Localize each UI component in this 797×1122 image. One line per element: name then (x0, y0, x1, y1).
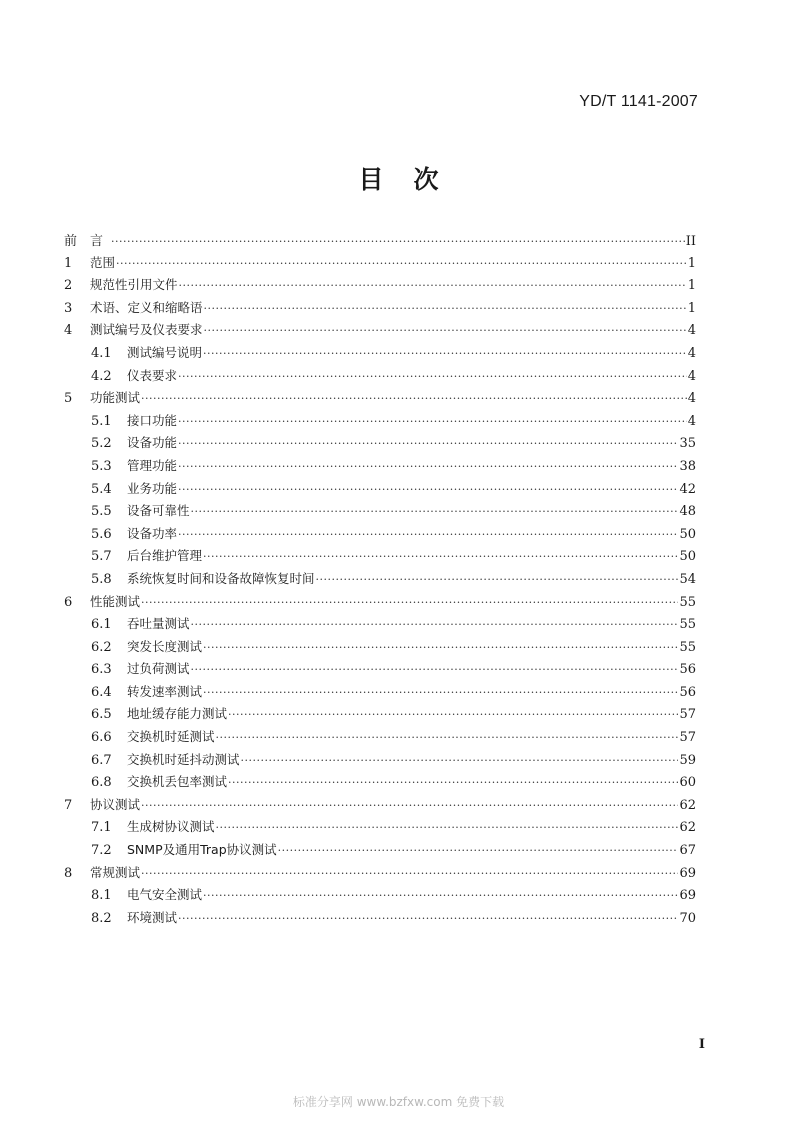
toc-entry-number: 8.1 (91, 888, 112, 904)
toc-dot-leader (111, 235, 685, 248)
toc-entry-number: 6.3 (91, 662, 112, 678)
toc-entry-number: 5.3 (91, 458, 112, 474)
toc-entry[interactable] (64, 388, 696, 411)
toc-entry[interactable] (64, 479, 696, 502)
toc-entry-page: 1 (687, 278, 696, 294)
toc-dot-leader (316, 573, 679, 586)
toc-entry-number: 4 (64, 323, 73, 339)
toc-entry[interactable] (64, 659, 696, 682)
toc-entry-label: 仪表要求 (127, 367, 178, 383)
toc-entry-label: 设备功能 (127, 435, 178, 451)
toc-entry-page: 55 (679, 594, 696, 610)
toc-entry[interactable] (64, 704, 696, 727)
toc-entry-page: 70 (679, 910, 696, 926)
toc-entry-number: 5.5 (91, 504, 112, 520)
toc-dot-leader (191, 618, 679, 631)
toc-entry[interactable] (64, 366, 696, 389)
toc-entry[interactable] (64, 817, 696, 840)
toc-entry-number: 6 (64, 594, 73, 610)
toc-entry-page: 55 (679, 639, 696, 655)
toc-dot-leader (178, 415, 687, 428)
toc-entry-number: 前 言 (64, 234, 104, 249)
toc-dot-leader (228, 776, 678, 789)
toc-entry[interactable] (64, 908, 696, 931)
toc-entry-page: 1 (687, 300, 696, 316)
page-title: 目次 (358, 165, 469, 194)
toc-dot-leader (178, 912, 678, 925)
toc-entry-number: 6.5 (91, 707, 112, 723)
toc-dot-leader (141, 392, 687, 405)
toc-entry[interactable] (64, 275, 696, 298)
toc-entry[interactable] (64, 772, 696, 795)
toc-entry-page: 62 (679, 797, 696, 813)
toc-entry-number: 6.1 (91, 617, 112, 633)
toc-dot-leader (178, 437, 678, 450)
toc-dot-leader (116, 257, 687, 270)
toc-entry-label: 地址缓存能力测试 (127, 706, 228, 722)
toc-entry-label: 测试编号说明 (127, 344, 203, 360)
toc-dot-leader (278, 844, 679, 857)
toc-entry-page: 1 (687, 255, 696, 271)
toc-entry-number: 8.2 (91, 910, 112, 926)
toc-entry-label: 转发速率测试 (127, 683, 203, 699)
toc-entry-label: 交换机时延抖动测试 (127, 751, 240, 767)
toc-entry-page: 57 (679, 730, 696, 746)
toc-dot-leader (178, 370, 687, 383)
toc-entry-label: 交换机时延测试 (127, 729, 215, 745)
toc-entry-label: 电气安全测试 (127, 887, 203, 903)
table-of-contents (64, 230, 696, 930)
toc-entry[interactable] (64, 614, 696, 637)
toc-dot-leader (204, 302, 687, 315)
toc-entry-number: 5.2 (91, 436, 112, 452)
toc-entry-number: 5.4 (91, 481, 112, 497)
toc-dot-leader (204, 324, 687, 337)
toc-entry-label: 范围 (90, 254, 116, 270)
toc-entry[interactable] (64, 456, 696, 479)
toc-entry-number: 2 (64, 278, 73, 294)
toc-entry[interactable] (64, 253, 696, 276)
toc-entry-label: 设备可靠性 (127, 503, 190, 519)
toc-entry-label: 接口功能 (127, 412, 178, 428)
watermark: 标准分享网 www.bzfxw.com 免费下载 (292, 1095, 505, 1109)
toc-entry-page: 48 (679, 504, 696, 520)
document-code: YD/T 1141-2007 (579, 93, 698, 110)
toc-entry-label: 生成树协议测试 (127, 819, 215, 835)
toc-entry-label: 术语、定义和缩略语 (90, 299, 203, 315)
toc-dot-leader (178, 460, 678, 473)
toc-entry-number: 7 (64, 797, 73, 813)
toc-entry-number: 6.2 (91, 639, 112, 655)
toc-dot-leader (216, 731, 679, 744)
toc-entry-page: 59 (679, 752, 696, 768)
toc-entry[interactable] (64, 501, 696, 524)
toc-entry-page: 35 (679, 436, 696, 452)
toc-entry[interactable] (64, 298, 696, 321)
toc-entry[interactable] (64, 230, 696, 253)
toc-entry-number: 6.8 (91, 775, 112, 791)
toc-entry-label: 业务功能 (127, 480, 178, 496)
toc-entry[interactable] (64, 840, 696, 863)
toc-dot-leader (178, 528, 678, 541)
toc-entry-page: II (685, 234, 696, 249)
toc-entry[interactable] (64, 885, 696, 908)
toc-entry[interactable] (64, 433, 696, 456)
toc-entry[interactable] (64, 727, 696, 750)
toc-entry-page: 56 (679, 662, 696, 678)
toc-dot-leader (141, 867, 678, 880)
toc-entry[interactable] (64, 592, 696, 615)
toc-entry-label: 性能测试 (90, 593, 141, 609)
toc-entry-label: 功能测试 (90, 390, 141, 406)
toc-dot-leader (141, 799, 678, 812)
toc-entry-page: 69 (679, 888, 696, 904)
toc-entry[interactable] (64, 569, 696, 592)
toc-entry-page: 60 (679, 775, 696, 791)
toc-dot-leader (203, 686, 678, 699)
toc-entry-number: 1 (64, 255, 73, 271)
toc-entry-label: 测试编号及仪表要求 (90, 322, 203, 338)
toc-entry[interactable] (64, 863, 696, 886)
toc-entry-number: 6.4 (91, 684, 112, 700)
toc-entry-number: 6.6 (91, 730, 112, 746)
toc-entry-page: 42 (679, 481, 696, 497)
toc-entry-number: 4.1 (91, 345, 112, 361)
toc-dot-leader (203, 889, 678, 902)
toc-entry-page: 50 (679, 526, 696, 542)
toc-entry-number: 5.7 (91, 549, 112, 565)
toc-dot-leader (191, 663, 679, 676)
toc-entry-number: 5.8 (91, 571, 112, 587)
toc-entry-page: 67 (679, 843, 696, 859)
toc-entry-page: 56 (679, 684, 696, 700)
toc-entry-label: 规范性引用文件 (90, 277, 178, 293)
toc-entry-number: 7.1 (91, 820, 112, 836)
toc-dot-leader (203, 347, 687, 360)
toc-dot-leader (191, 505, 679, 518)
toc-dot-leader (216, 821, 679, 834)
toc-entry[interactable] (64, 546, 696, 569)
toc-entry-label: 管理功能 (127, 457, 178, 473)
page-number: I (698, 1037, 705, 1052)
toc-entry[interactable] (64, 524, 696, 547)
toc-entry[interactable] (64, 343, 696, 366)
toc-entry-label: 吞吐量测试 (127, 616, 190, 632)
toc-entry-number: 6.7 (91, 752, 112, 768)
toc-dot-leader (179, 279, 687, 292)
toc-entry-label: 后台维护管理 (127, 548, 203, 564)
toc-dot-leader (241, 754, 679, 767)
toc-entry-page: 55 (679, 617, 696, 633)
toc-entry[interactable] (64, 637, 696, 660)
toc-entry-page: 69 (679, 865, 696, 881)
toc-dot-leader (203, 550, 678, 563)
toc-entry-number: 8 (64, 865, 73, 881)
toc-entry-number: 5 (64, 391, 73, 407)
toc-entry-number: 5.1 (91, 413, 112, 429)
toc-entry[interactable] (64, 411, 696, 434)
toc-entry-page: 4 (687, 413, 696, 429)
toc-entry-number: 3 (64, 300, 73, 316)
toc-dot-leader (178, 483, 678, 496)
toc-entry-page: 4 (687, 391, 696, 407)
toc-entry-label: 系统恢复时间和设备故障恢复时间 (127, 570, 315, 586)
toc-dot-leader (141, 596, 678, 609)
toc-entry-label: 设备功率 (127, 525, 178, 541)
toc-entry-page: 4 (687, 323, 696, 339)
toc-entry-label: 突发长度测试 (127, 638, 203, 654)
toc-entry-label: 协议测试 (90, 796, 141, 812)
toc-entry-number: 5.6 (91, 526, 112, 542)
toc-entry-label: SNMP及通用Trap协议测试 (127, 842, 277, 858)
toc-entry[interactable] (64, 795, 696, 818)
toc-dot-leader (228, 708, 678, 721)
toc-entry-page: 57 (679, 707, 696, 723)
toc-entry-number: 4.2 (91, 368, 112, 384)
toc-entry[interactable] (64, 750, 696, 773)
toc-entry-page: 38 (679, 458, 696, 474)
toc-entry-page: 4 (687, 368, 696, 384)
toc-entry-label: 过负荷测试 (127, 661, 190, 677)
toc-entry-page: 4 (687, 345, 696, 361)
toc-entry-page: 62 (679, 820, 696, 836)
toc-entry-label: 环境测试 (127, 909, 178, 925)
toc-entry-label: 交换机丢包率测试 (127, 774, 228, 790)
toc-entry-number: 7.2 (91, 843, 112, 859)
toc-entry-page: 54 (679, 571, 696, 587)
toc-entry[interactable] (64, 320, 696, 343)
toc-entry[interactable] (64, 682, 696, 705)
toc-entry-page: 50 (679, 549, 696, 565)
toc-dot-leader (203, 641, 678, 654)
toc-entry-label: 常规测试 (90, 864, 141, 880)
